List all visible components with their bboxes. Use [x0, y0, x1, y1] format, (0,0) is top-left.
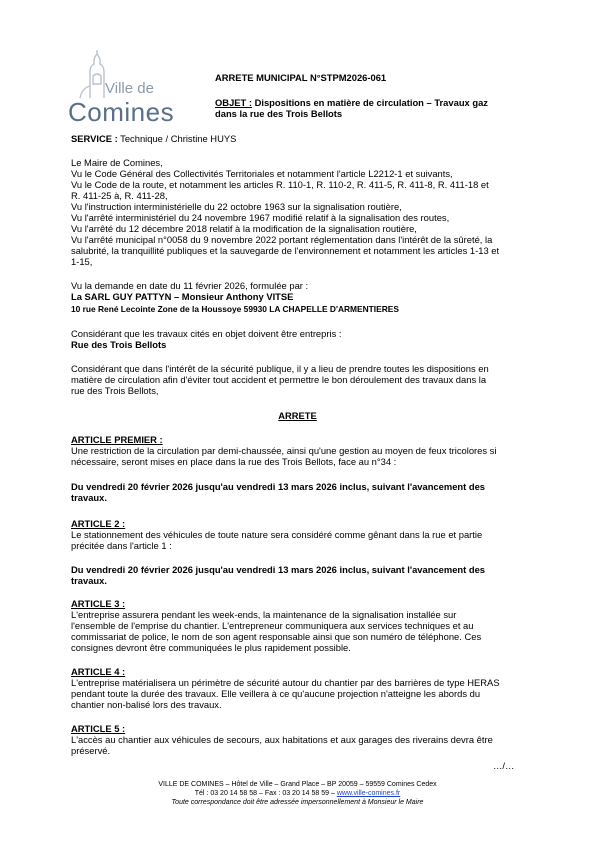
article-bold-line: Du vendredi 20 février 2026 jusqu'au vendredi 13 mars 2026 inclus, suivant l'avancement des [71, 564, 486, 575]
article-line: L'entreprise matérialisera un périmètre de sécurité autour du chantier par des barrières de type HERAS [71, 677, 500, 688]
article-title: ARTICLE 3 : [71, 598, 126, 609]
article-title: ARTICLE 5 : [71, 723, 126, 734]
footer-website-link[interactable]: www.ville-comines.fr [336, 790, 401, 797]
visa-line: salubrité, la tranquillité publiques et la sauvegarde de l'environnement et notamment les articles 1-13 et [71, 245, 500, 256]
visa-line: Vu l'arrêté interministériel du 24 novembre 1967 modifié relatif à la signalisation des routes, [71, 212, 450, 223]
article-title: ARTICLE PREMIER : [71, 434, 163, 445]
considerant-2-line: matière de circulation afin d'éviter tout accident et permettre le bon déroulement des travaux dans la [71, 374, 487, 385]
demande-address: 10 rue René Lecointe Zone de la Houssoye 59930 LA CHAPELLE D'ARMENTIERES [71, 304, 399, 314]
decree-title: ARRETE MUNICIPAL N°STPM2026-061 [215, 72, 387, 83]
logo-line-1: Ville de [105, 80, 154, 97]
city-logo [68, 50, 178, 128]
objet-line-1 [215, 97, 488, 108]
visa-line: Le Maire de Comines, [71, 157, 163, 168]
objet-line-2: dans la rue des Trois Bellots [215, 108, 343, 119]
objet-label: OBJET : [215, 97, 252, 108]
article-title: ARTICLE 4 : [71, 666, 126, 677]
arrete-heading: ARRETE [278, 410, 317, 421]
visa-line: 1-15, [71, 256, 93, 267]
service-value: Technique / Christine HUYS [117, 133, 237, 144]
article-line: l'ensemble de l'emprise du chantier. L'entrepreneur communiquera aux services techniques et au [71, 620, 474, 631]
article-line: L'accès au chantier aux véhicules de secours, aux habitations et aux garages des riverains devra être [71, 734, 493, 745]
article-bold-line: Du vendredi 20 février 2026 jusqu'au vendredi 13 mars 2026 inclus, suivant l'avancement des [71, 481, 486, 492]
service-label: SERVICE : [71, 133, 118, 144]
visa-line: Vu l'instruction interministérielle du 22 octobre 1963 sur la signalisation routière, [71, 201, 402, 212]
footer-contact [0, 790, 595, 799]
article-line: chantier non-balisé lors des travaux. [71, 699, 222, 710]
visa-line: Vu l'arrêté du 12 décembre 2018 relatif à la modification de la signalisation routière, [71, 223, 417, 234]
visa-line: R. 411-25 à, R. 411-28, [71, 190, 168, 201]
considerant-2-line: Considérant que dans l'intérêt de la sécurité publique, il y a lieu de prendre toutes les dispositions en [71, 363, 489, 374]
article-line: pendant toute la durée des travaux. Elle veillera à ce qu'aucune projection n'atteigne les abords du [71, 688, 481, 699]
demande-company: La SARL GUY PATTYN – Monsieur Anthony VITSE [71, 291, 294, 302]
service-line [71, 133, 236, 144]
footer-note: Toute correspondance doit être adressée impersonnellement à Monsieur le Maire [171, 799, 424, 806]
article-line: préservé. [71, 745, 111, 756]
continue-mark: …/… [493, 760, 515, 771]
article-line: consignes devront être communiquées le plus rapidement possible. [71, 642, 351, 653]
visa-line: Vu le Code Général des Collectivités Territoriales et notamment l'article L2212-1 et suivants, [71, 168, 453, 179]
article-line: Le stationnement des véhicules de toute nature sera considéré comme gênant dans la rue et partie [71, 529, 483, 540]
considerant-2-line: rue des Trois Bellots, [71, 385, 159, 396]
article-line: nécessaire, seront mises en place dans la rue des Trois Bellots, face au n°34 : [71, 456, 397, 467]
objet-text-1: Dispositions en matière de circulation – Travaux gaz [251, 97, 488, 108]
article-line: Une restriction de la circulation par demi-chaussée, ainsi qu'une gestion au moyen de feux tricolores si [71, 445, 497, 456]
footer-address: VILLE DE COMINES – Hôtel de Ville – Grand Place – BP 20059 – 59559 Comines Cedex [158, 781, 437, 788]
considerant-1-line-1: Considérant que les travaux cités en objet doivent être entrepris : [71, 328, 342, 339]
footer-phone-fax: Tél : 03 20 14 58 58 – Fax : 03 20 14 58 59 – [194, 790, 337, 797]
considerant-1-line-2: Rue des Trois Bellots [71, 339, 167, 350]
visa-line: Vu l'arrêté municipal n°0058 du 9 novembre 2022 portant réglementation dans l'intérêt de la sûreté, la [71, 234, 493, 245]
article-bold-line: travaux. [71, 492, 107, 503]
article-bold-line: travaux. [71, 575, 107, 586]
logo-line-2: Comines [68, 97, 175, 127]
article-title: ARTICLE 2 : [71, 518, 126, 529]
article-line: précitée dans l'article 1 : [71, 540, 172, 551]
article-line: L'entreprise assurera pendant les week-ends, la maintenance de la signalisation installée sur [71, 609, 457, 620]
article-line: commissariat de police, le nom de son agent responsable ainsi que son numéro de téléphone. Ces [71, 631, 482, 642]
visa-line: Vu le Code de la route, et notamment les articles R. 110-1, R. 110-2, R. 411-5, R. 411-8, R. 411-18 et [71, 179, 489, 190]
demande-text: Vu la demande en date du 11 février 2026, formulée par : [71, 280, 309, 291]
